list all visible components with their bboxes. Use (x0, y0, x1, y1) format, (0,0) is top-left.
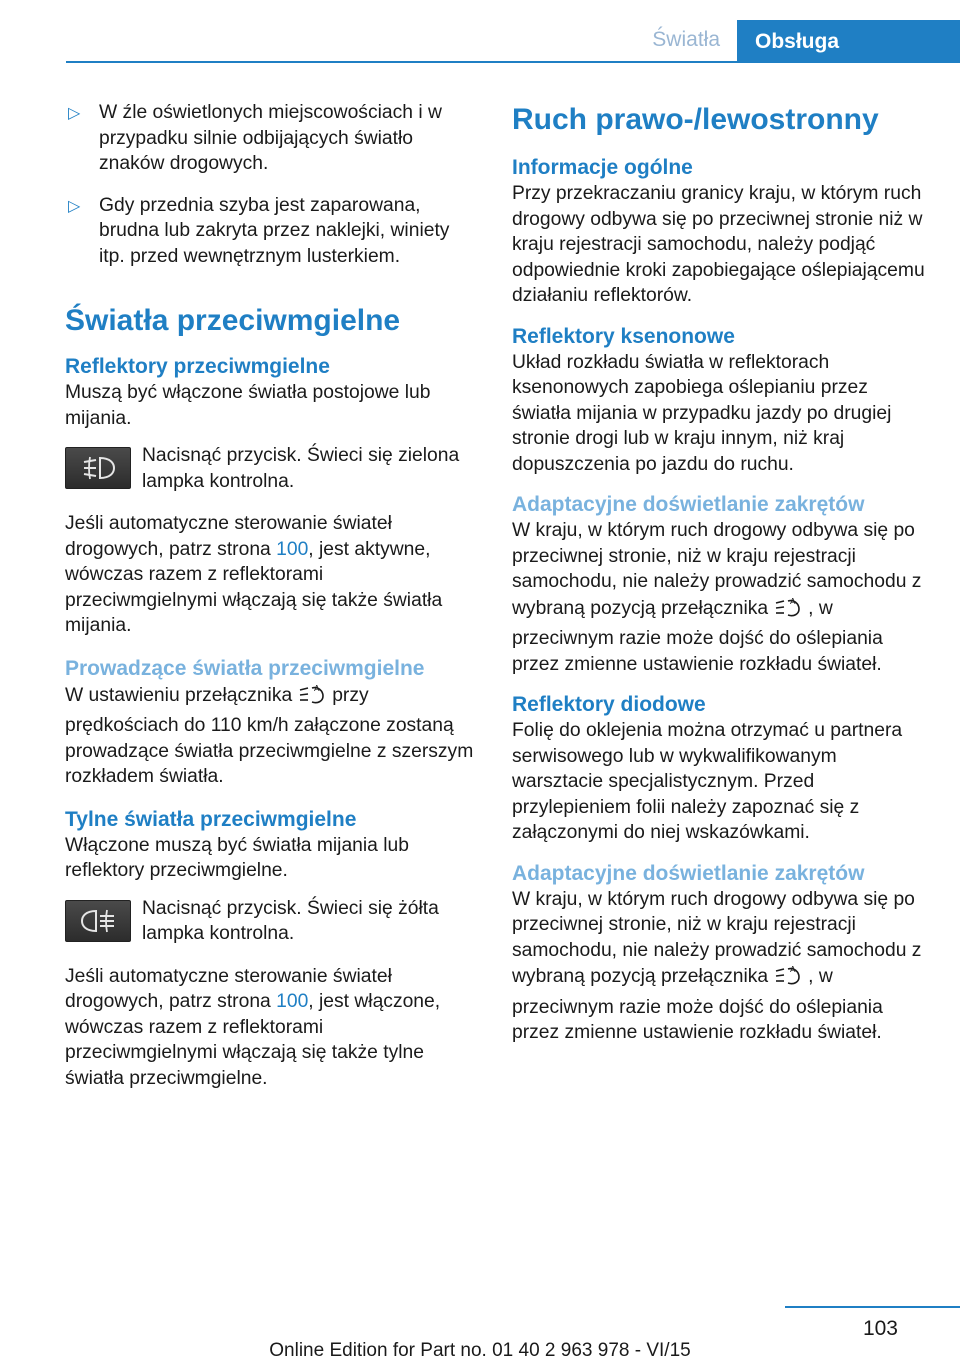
auto-headlight-switch-icon (774, 963, 802, 995)
header-section-title: Światła (652, 28, 720, 51)
right-column (512, 100, 932, 1046)
front-fog-light-icon (65, 447, 131, 489)
adaptive-1-text: W kraju, w którym ruch drogowy odbywa się po przeciwnej stronie, niż w kraju rejestracji samochodu, nie należy prowadzić samochodu z wybraną pozycją przełącznika A , w przeciwnym razie może dojść do oślepiania przez zmienne ustawienie rozkładu świateł. (512, 520, 922, 675)
subheading-adaptive-2: Adaptacyjne doświetlanie zakrętów (512, 861, 865, 885)
front-fog-button-text: Nacisnąć przycisk. Świeci się zielona lampka kontrolna. (142, 445, 460, 492)
rear-fog-text: Włączone muszą być światła mijania lub reflektory przeciwmgielne. (65, 834, 409, 881)
subheading-general: Informacje ogólne (512, 156, 693, 179)
svg-text:A: A (314, 683, 320, 693)
subheading-led: Reflektory diodowe (512, 693, 706, 716)
section-heading: Światła przeciwmgielne (65, 304, 401, 337)
svg-text:A: A (790, 596, 796, 606)
header-rule (66, 61, 960, 63)
rear-fog-light-icon (65, 900, 131, 942)
svg-text:A: A (790, 965, 796, 974)
guiding-fog-text: W ustawieniu przełącznika A przy prędkościach do 110 km/h załączone zostaną prowadzące światła przeciwmgielne z szerszym rozkładem światła. (65, 683, 474, 787)
auto-headlight-switch-icon (298, 682, 326, 714)
front-fog-button-row (65, 443, 477, 499)
rear-fog-button-row (65, 896, 477, 952)
list-item (65, 100, 477, 177)
header-tab: Obsługa (737, 20, 960, 63)
adaptive-2-text: W kraju, w którym ruch drogowy odbywa się po przeciwnej stronie, niż w kraju rejestracji samochodu, nie należy prowadzić samochodu z wybraną pozycją przełącznika A , w przeciwnym razie może dojść do oślepiania przez zmienne ustawienie rozkładu świateł. (512, 888, 922, 1043)
list-item (65, 193, 477, 270)
rear-fog-auto-text: Jeśli automatyczne sterowanie świateł drogowych, patrz strona 100, jest włączone, wówczas razem z reflektorami przeciwmgielnymi włączają się także tylne światła przeciwmgielne. (65, 965, 441, 1089)
rear-fog-button-text: Nacisnąć przycisk. Świeci się żółta lampka kontrolna. (142, 897, 439, 944)
page-reference-link[interactable]: 100 (276, 538, 309, 560)
page-reference-link[interactable]: 100 (276, 991, 309, 1012)
front-fog-text: Muszą być włączone światła postojowe lub mijania. (65, 382, 431, 429)
xenon-text: Układ rozkładu światła w reflektorach ksenonowych zapobiega oślepianiu przez światła mijania w przypadku jazdy po drugiej stronie drogi lub w kraju innym, niż kraj dopuszczenia po jazdu do ruchu. (512, 351, 892, 475)
subheading-adaptive-1: Adaptacyjne doświetlanie zakrętów (512, 493, 865, 516)
subheading-guiding-fog: Prowadzące światła przeciwmgielne (65, 656, 425, 680)
footer-edition: Online Edition for Part no. 01 40 2 963 978 - VI/15 (269, 1340, 691, 1361)
bullet-text: W źle oświetlonych miejscowościach i w przypadku silnie odbijających światło znaków drogowych. (99, 102, 442, 174)
general-text: Przy przekraczaniu granicy kraju, w którym ruch drogowy odbywa się po przeciwnej stronie niż w kraju rejestracji samochodu, należy podjąć odpowiednie kroki zapobiegające oślepiającemu działaniu reflektorów. (512, 183, 925, 306)
subheading-front-fog: Reflektory przeciwmgielne (65, 355, 330, 378)
front-fog-auto-text: Jeśli automatyczne sterowanie świateł drogowych, patrz strona 100, jest aktywne, wówczas razem z reflektorami przeciwmgielnymi włączają się także światła mijania. (65, 513, 443, 636)
led-text: Folię do oklejenia można otrzymać u partnera serwisowego lub w wykwalifikowanym warsztacie specjalistycznym. Przed przylepieniem folii należy zapoznać się z załączonymi do niej wskazówkami. (512, 720, 903, 843)
bullet-triangle-icon: ▷ (68, 197, 81, 215)
footer-rule (785, 1306, 960, 1308)
section-heading: Ruch prawo-/lewostronny (512, 103, 879, 136)
page-number: 103 (862, 1317, 898, 1340)
subheading-xenon: Reflektory ksenonowe (512, 324, 735, 348)
bullet-text: Gdy przednia szyba jest zaparowana, brudna lub zakryta przez naklejki, winiety itp. przed wewnętrznym lusterkiem. (99, 194, 450, 267)
left-column (65, 100, 477, 1091)
auto-headlight-switch-icon (774, 595, 802, 627)
subheading-rear-fog: Tylne światła przeciwmgielne (65, 807, 357, 831)
bullet-triangle-icon: ▷ (68, 105, 81, 122)
